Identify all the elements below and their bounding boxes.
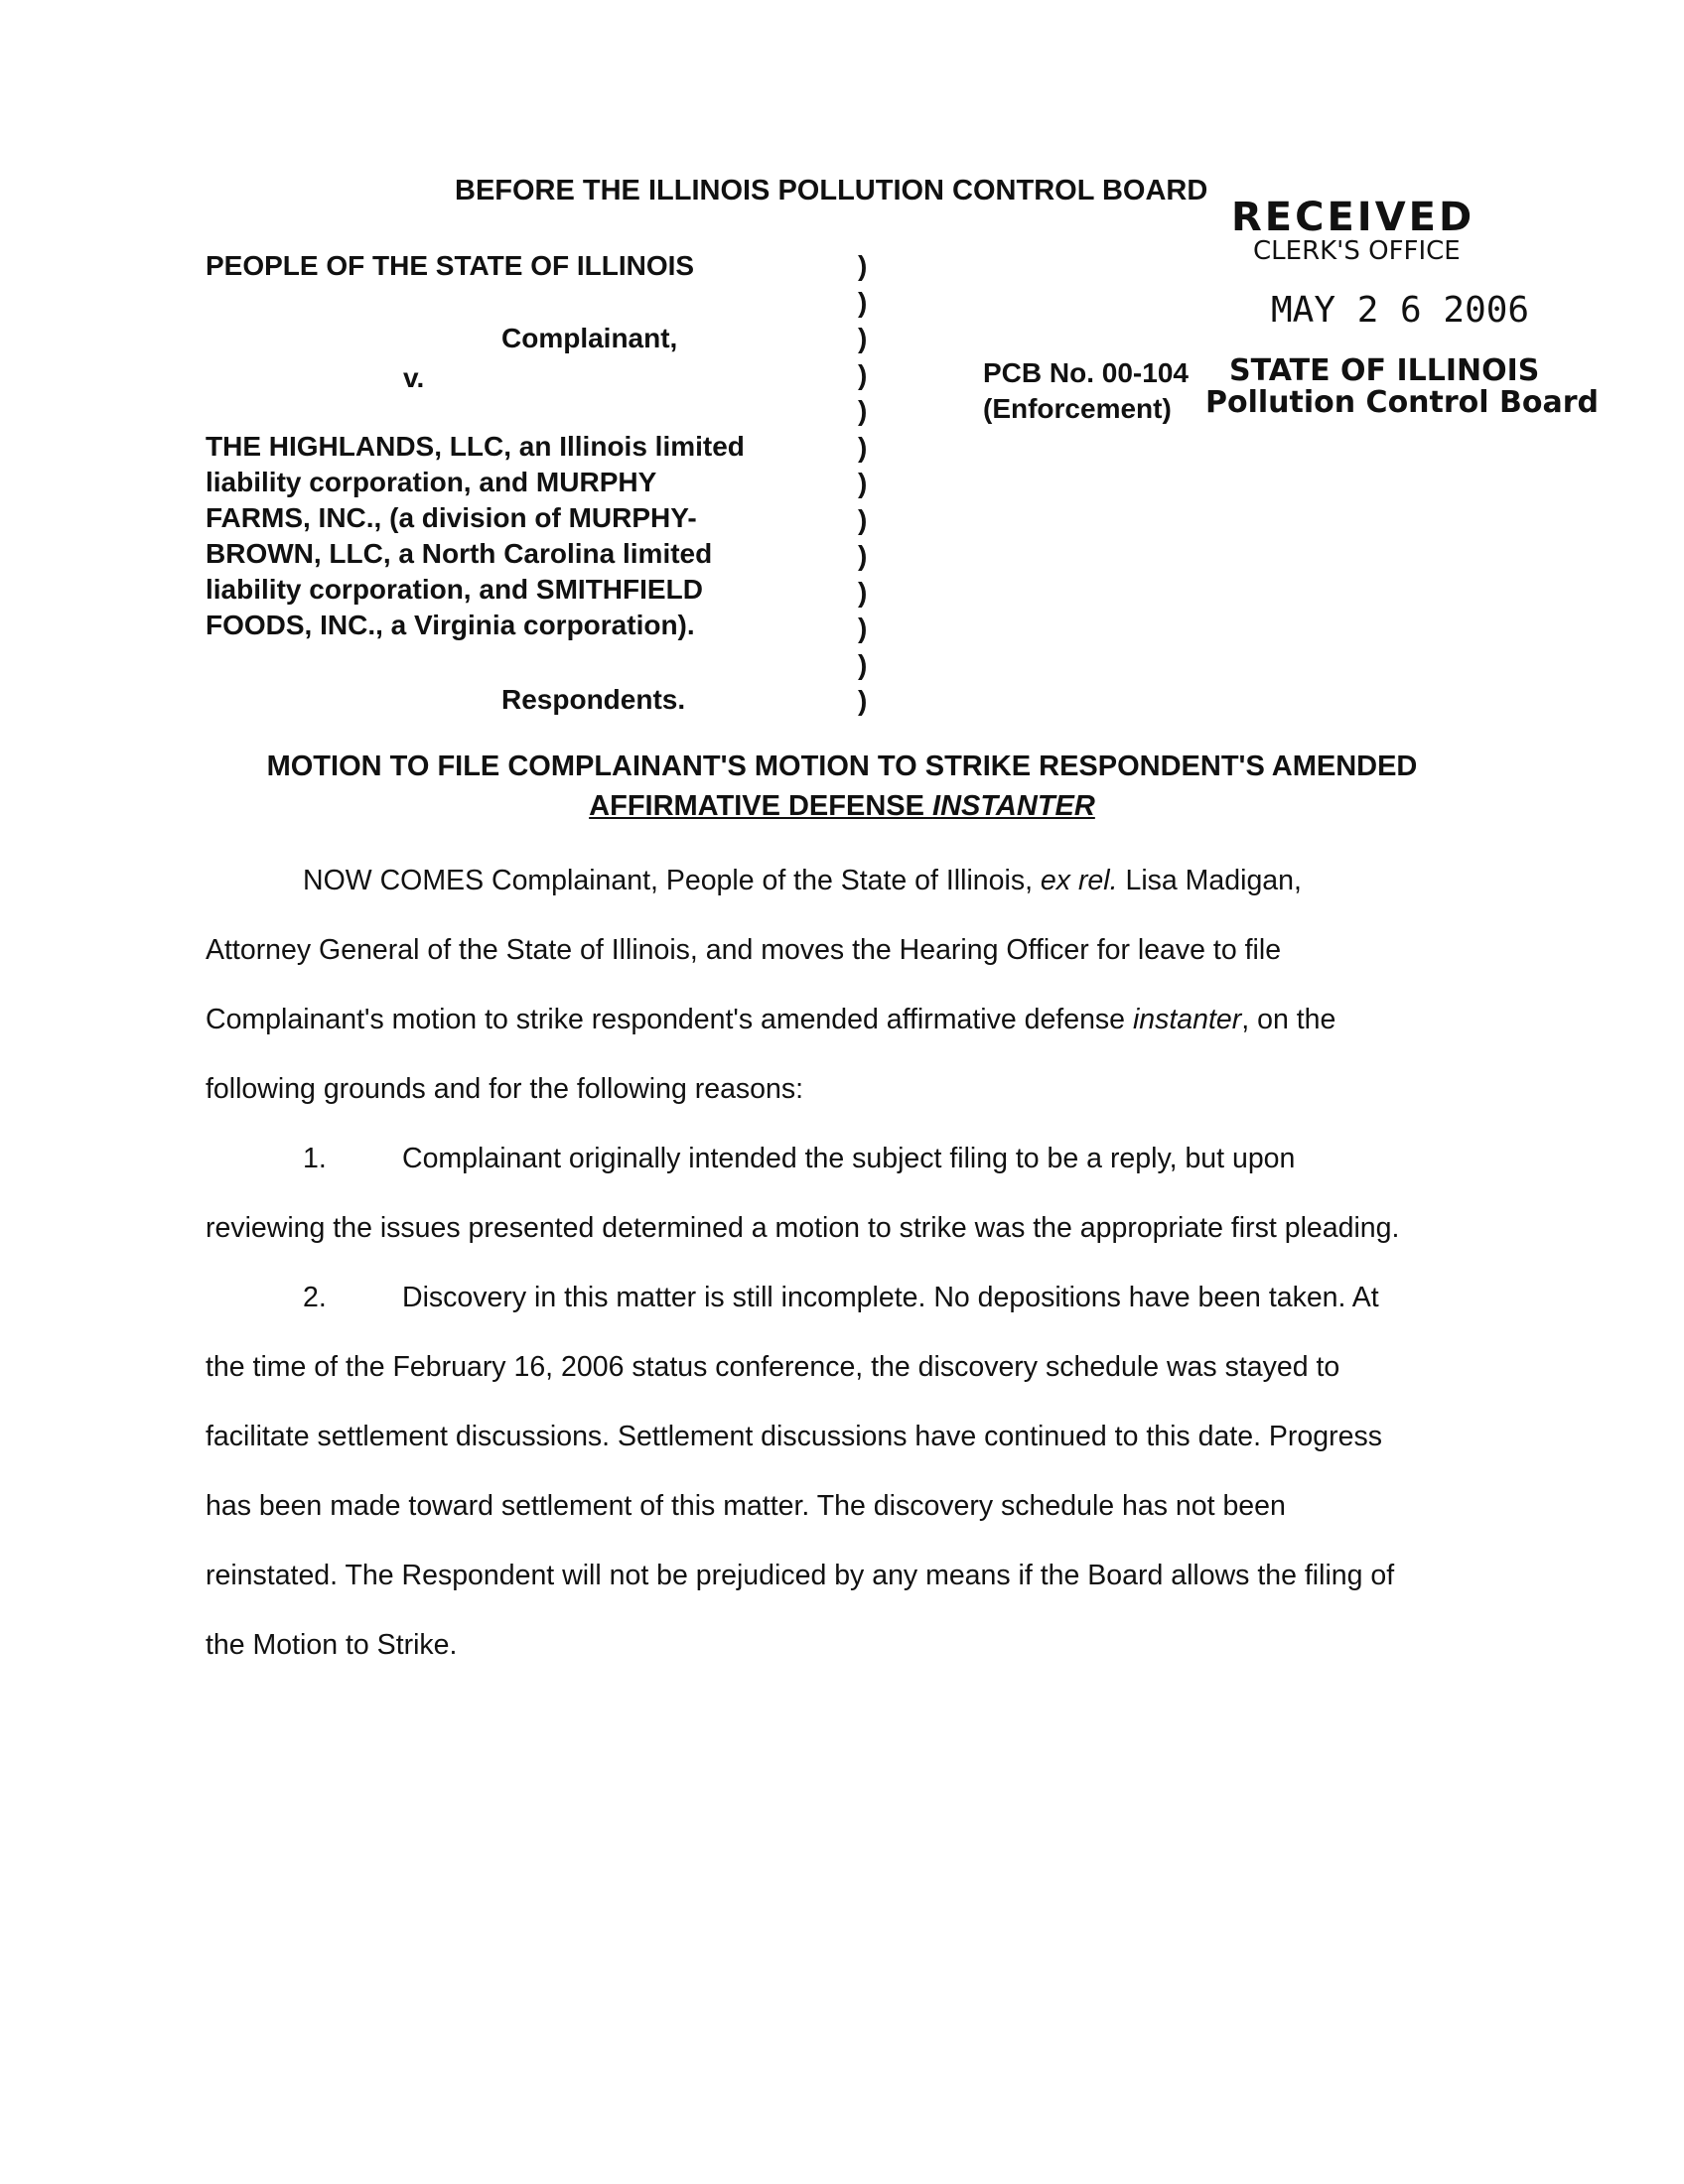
paren: ): [858, 648, 868, 680]
paragraph-number: 2.: [303, 1282, 327, 1313]
defendant-line: THE HIGHLANDS, LLC, an Illinois limited: [206, 431, 745, 462]
body-line: facilitate settlement discussions. Settlement discussions have continued to this date. Progress: [206, 1421, 1382, 1452]
defendant-line: FARMS, INC., (a division of MURPHY-: [206, 502, 697, 533]
defendant-line: liability corporation, and SMITHFIELD: [206, 574, 703, 605]
text-span: , on the: [1241, 1004, 1336, 1035]
caption-parentheses: [858, 248, 867, 720]
paren: ): [858, 431, 868, 463]
text-italic: ex rel.: [1040, 865, 1118, 896]
body-line: the Motion to Strike.: [206, 1629, 458, 1661]
body-line: the time of the February 16, 2006 status conference, the discovery schedule was stayed to: [206, 1351, 1340, 1383]
text-italic: instanter: [1132, 1004, 1242, 1035]
body-line: following grounds and for the following reasons:: [206, 1073, 804, 1105]
body-line: Complainant originally intended the subject filing to be a reply, but upon: [402, 1143, 1296, 1174]
paren: ): [858, 468, 868, 498]
text-span: NOW COMES Complainant, People of the State of Illinois,: [303, 865, 1041, 896]
paren: ): [858, 685, 868, 716]
paragraph-number: 1.: [303, 1143, 327, 1174]
paren: ): [858, 576, 868, 608]
body-line: reinstated. The Respondent will not be prejudiced by any means if the Board allows the filing of: [206, 1560, 1395, 1591]
paren: ): [858, 323, 868, 353]
versus: v.: [403, 362, 425, 393]
clerks-office-stamp: CLERK'S OFFICE: [1253, 236, 1461, 266]
title-prefix: AFFIRMATIVE DEFENSE: [589, 790, 933, 822]
case-number: PCB No. 00-104: [983, 357, 1189, 388]
body-line: Attorney General of the State of Illinois, and moves the Hearing Officer for leave to file: [206, 934, 1282, 966]
title-italic: INSTANTER: [932, 790, 1095, 822]
defendant-line: liability corporation, and MURPHY: [206, 467, 657, 497]
board-stamp: Pollution Control Board: [1205, 385, 1600, 420]
motion-title-line1: MOTION TO FILE COMPLAINANT'S MOTION TO STRIKE RESPONDENT'S AMENDED: [266, 751, 1418, 782]
paren: ): [858, 250, 868, 281]
defendant-role: Respondents.: [501, 684, 686, 715]
case-type: (Enforcement): [983, 393, 1172, 424]
paren: ): [858, 503, 868, 535]
paren: ): [858, 395, 868, 426]
body-line: [206, 985, 1335, 1054]
state-stamp: STATE OF ILLINOIS: [1229, 353, 1540, 388]
text-span: Lisa Madigan,: [1117, 865, 1302, 896]
body-line: has been made toward settlement of this matter. The discovery schedule has not been: [206, 1490, 1286, 1522]
board-title: BEFORE THE ILLINOIS POLLUTION CONTROL BOARD: [455, 175, 1208, 206]
paren: ): [858, 540, 868, 571]
body-line: reviewing the issues presented determined a motion to strike was the appropriate first pleading.: [206, 1212, 1400, 1244]
motion-title-line2: [0, 790, 1684, 823]
defendant-line: FOODS, INC., a Virginia corporation).: [206, 610, 695, 640]
plaintiff-name: PEOPLE OF THE STATE OF ILLINOIS: [206, 250, 695, 281]
defendant-line: BROWN, LLC, a North Carolina limited: [206, 538, 713, 569]
body-line: [303, 846, 1302, 915]
body-line: Discovery in this matter is still incomplete. No depositions have been taken. At: [402, 1282, 1379, 1313]
text-span: Complainant's motion to strike respondent's amended affirmative defense: [206, 1004, 1133, 1035]
paren: ): [858, 358, 868, 390]
received-stamp: RECEIVED: [1231, 195, 1475, 240]
paren: ): [858, 286, 868, 318]
paren: ): [858, 613, 868, 643]
received-date-stamp: MAY 2 6 2006: [1271, 290, 1530, 331]
plaintiff-role: Complainant,: [501, 323, 678, 353]
